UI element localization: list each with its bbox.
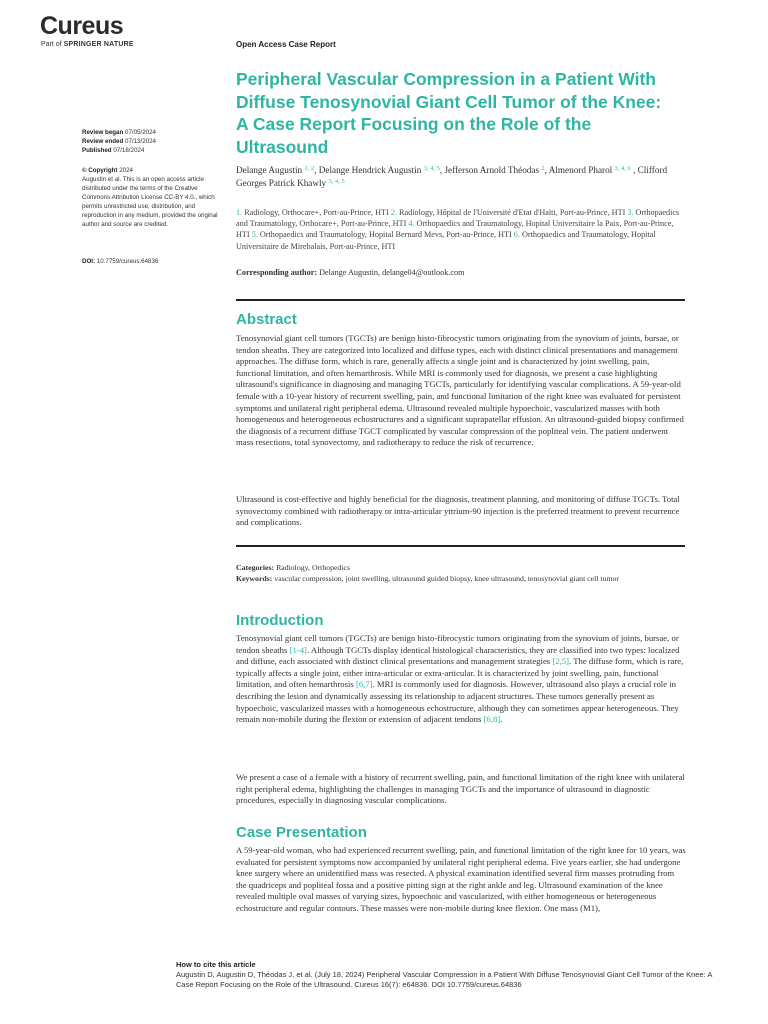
- copyright-label: © Copyright: [82, 167, 118, 174]
- review-began: [82, 128, 220, 137]
- divider: [236, 299, 685, 301]
- text-run: . MRI is commonly used for diagnosis. However, ultrasound also plays a crucial role in describing the lesion and dynamically assessing its relationship to adjacent structures. These tumors generally present as hypoechoic, vascularized masses with a homogeneous echostructure, although they can sometimes appear heterogeneous. They remain non-mobile during the flexion or extension of adjacent tendons: [236, 679, 679, 725]
- author-separator: ,: [314, 165, 319, 175]
- review-ended-label: Review ended: [82, 138, 124, 145]
- author-name: Clifford Georges Patrick Khawly: [236, 165, 668, 188]
- article-type: Open Access Case Report: [236, 40, 336, 49]
- published: [82, 146, 220, 155]
- doi-block: [82, 257, 220, 266]
- affiliation-text: Orthopaedics and Traumatology, Hopital Universitaire la Paix, Port-au-Prince, HTI: [236, 219, 674, 240]
- doi-link[interactable]: 10.7759/cureus.64836: [96, 258, 159, 265]
- author-separator: ,: [630, 165, 638, 175]
- citation-text: Augustin D, Augustin D, Théodas J, et al. (July 18, 2024) Peripheral Vascular Compression in a Patient With Diffuse Tenosynovial Giant Cell Tumor of the Knee: A Case Report Focusing on the Role of the Ultrasound. Cureus 16(7): e64836. DOI 10.7759/cureus.64836: [176, 970, 712, 989]
- corresponding-author: [236, 268, 686, 277]
- tagline-prefix: Part of: [41, 41, 62, 48]
- case-presentation-heading: Case Presentation: [236, 824, 367, 841]
- abstract-heading: Abstract: [236, 311, 297, 328]
- text-run: . Although TGCTs display identical histological characteristics, they are classified into two types: localized and diffuse, each associated with distinct clinical presentations and management strategies: [236, 644, 680, 667]
- case-paragraph: A 59-year-old woman, who had experienced recurrent swelling, pain, and functional limitation of the right knee for 10 years, was evaluated for persistent symptoms now accompanied by unilateral right peripheral edema. Five years earlier, she had undergone knee surgery where an unidentified mass was resected. A physical examination identified several firm masses protruding from the quadriceps and popliteal fossa and a positive pitting sign at the right ankle and leg. Ultrasound examination of the knee revealed multiple oval masses of varying sizes, hypoechoic and vascularized, with either homogeneous or heterogeneous echostructure and regular contours. These masses were non-mobile during knee flexion. One mass (M1),: [236, 845, 686, 913]
- published-date: 07/18/2024: [113, 147, 145, 154]
- affiliation-number: 3.: [627, 208, 634, 217]
- author-separator: ,: [544, 165, 549, 175]
- review-ended-date: 07/13/2024: [125, 138, 156, 145]
- affiliation-number: 5.: [251, 230, 258, 240]
- author-name: Jefferson Arnold Théodas: [444, 165, 540, 175]
- affiliation-text: Orthopaedics and Traumatology, Hopital Bernard Mevs, Port-au-Prince, HTI: [259, 230, 512, 240]
- keywords-label: Keywords:: [236, 574, 273, 583]
- cureus-logo[interactable]: Cureus: [40, 12, 124, 40]
- divider: [236, 545, 685, 547]
- corresponding-label: Corresponding author:: [236, 268, 318, 277]
- author-separator: ,: [439, 165, 445, 175]
- abstract-paragraph: Ultrasound is cost-effective and highly beneficial for the diagnosis, treatment planning, and monitoring of diffuse TGCTs. Total synovectomy combined with radiotherapy or intra-articular yttrium-90 injection is the preferred treatment to prevent recurrence and complications.: [236, 494, 680, 528]
- review-began-label: Review began: [82, 129, 124, 136]
- affiliation-text: Orthopaedics and Traumatology, Hopital Universitaire de Mirebalais, Port-au-Prince, HTI: [236, 230, 656, 251]
- tagline-brand: SPRINGER NATURE: [63, 41, 134, 48]
- author-affiliation-ref[interactable]: 3, 4, 5: [328, 178, 345, 185]
- keywords-value: vascular compression, joint swelling, ultrasound guided biopsy, knee ultrasound, tenosynovial giant cell tumor: [274, 574, 620, 583]
- affiliation-text: Orthopaedics and Traumatology, Orthocare+, Port-au-Prince, HTI: [236, 208, 680, 229]
- introduction-paragraph: [236, 633, 686, 726]
- cite-label: How to cite this article: [176, 960, 256, 969]
- review-began-date: 07/05/2024: [125, 129, 156, 136]
- author-name: Delange Hendrick Augustin: [318, 165, 422, 175]
- categories-label: Categories:: [236, 563, 275, 572]
- text-run: . The diffuse form, which is rare, typically affects a single joint, either intra-articular or extra-articular. It is characterized by joint swelling, pain, functional limitation, and often hemarthrosis: [236, 656, 684, 690]
- abstract-paragraph: Tenosynovial giant cell tumors (TGCTs) are benign histo-fibrocystic tumors originating from the synovium of joints, bursae, or tendon sheaths. They are categorized into localized and diffuse types, each with distinct clinical presentations and management approaches. The diffuse form, which is rare, generally affects a single joint and is characterized by joint swelling, pain, functional limitation, and often hemarthrosis. While MRI is commonly used for diagnosis, we present a case highlighting ultrasound's significance in diagnosing and managing TGCTs, particularly for identifying vascular complications. A 59-year-old female with a 10-year history of recurrent swelling, pain, and functional limitation of the right knee was evaluated for persistent symptoms and unilateral right peripheral edema. Ultrasound revealed multiple hypoechoic, vascularized masses with both homogeneous and heterogeneous echostructures and a significant suprapatellar effusion. An ultrasound-guided biopsy confirmed the diagnosis of a recurrent diffuse TGCT complicated by vascular compression of the popliteal vein. The patient underwent mass resections, total synovectomy, and radiotherapy to reduce the risk of recurrence.: [236, 333, 684, 448]
- citation-link[interactable]: [1-4]: [289, 644, 307, 655]
- author-affiliation-ref[interactable]: 3, 4, 6: [614, 165, 631, 172]
- license-text: Augustin et al. This is an open access article distributed under the terms of the Creative Commons Attribution License CC-BY 4.0., which permits unrestricted use, distribution, and reproduction in any medium, provided the original author and source are credited.: [82, 176, 218, 228]
- affiliation-number: 2.: [390, 208, 397, 217]
- copyright: [82, 166, 220, 175]
- affiliation-number: 6.: [513, 230, 520, 240]
- affiliation-text: Radiology, Orthocare+, Port-au-Prince, HTI: [244, 208, 389, 217]
- affiliation-text: Radiology, Hôpital de l'Université d'Etat d'Haïti, Port-au-Prince, HTI: [399, 208, 626, 217]
- published-label: Published: [82, 147, 112, 154]
- springer-nature-tagline: [41, 41, 134, 48]
- corresponding-contact[interactable]: Delange Augustin, delange04@outlook.com: [319, 268, 465, 277]
- affiliation-number: 4.: [408, 219, 415, 229]
- introduction-heading: Introduction: [236, 612, 324, 629]
- categories: [236, 563, 686, 573]
- author-affiliation-ref[interactable]: 1, 2: [304, 165, 315, 172]
- author-affiliation-ref[interactable]: 2: [541, 165, 545, 172]
- affiliation-number: 1.: [236, 208, 243, 217]
- keywords: [236, 574, 686, 584]
- author-list: [236, 163, 686, 189]
- review-dates: [82, 128, 220, 155]
- article-title: Peripheral Vascular Compression in a Patient With Diffuse Tenosynovial Giant Cell Tumor of the Knee: A Case Report Focusing on the Role of the Ultrasound: [236, 69, 662, 157]
- review-ended: [82, 137, 220, 146]
- affiliation-list: [236, 207, 686, 252]
- copyright-year: 2024: [119, 167, 133, 174]
- categories-value: Radiology, Orthopedics: [276, 563, 351, 572]
- text-run: Tenosynovial giant cell tumors (TGCTs) are benign histo-fibrocystic tumors originating from the synovium of joints, bursae, or tendon sheaths: [236, 633, 679, 655]
- citation-link[interactable]: [6,8]: [483, 714, 501, 725]
- citation-link[interactable]: [6,7]: [355, 679, 373, 690]
- introduction-paragraph: We present a case of a female with a history of recurrent swelling, pain, and functional limitation of the right knee with unilateral right peripheral edema, highlighting the challenges in managing TGCTs and the importance of ultrasound in diagnostic procedures, especially in diagnosing vascular complications.: [236, 772, 685, 806]
- author-name: Almenord Pharol: [548, 165, 613, 175]
- author-affiliation-ref[interactable]: 3, 4, 5: [423, 165, 440, 172]
- doi-label: DOI:: [82, 258, 96, 265]
- text-run: .: [500, 714, 503, 725]
- author-name: Delange Augustin: [236, 165, 303, 175]
- copyright-block: [82, 166, 220, 229]
- citation-link[interactable]: [2,5]: [552, 656, 570, 667]
